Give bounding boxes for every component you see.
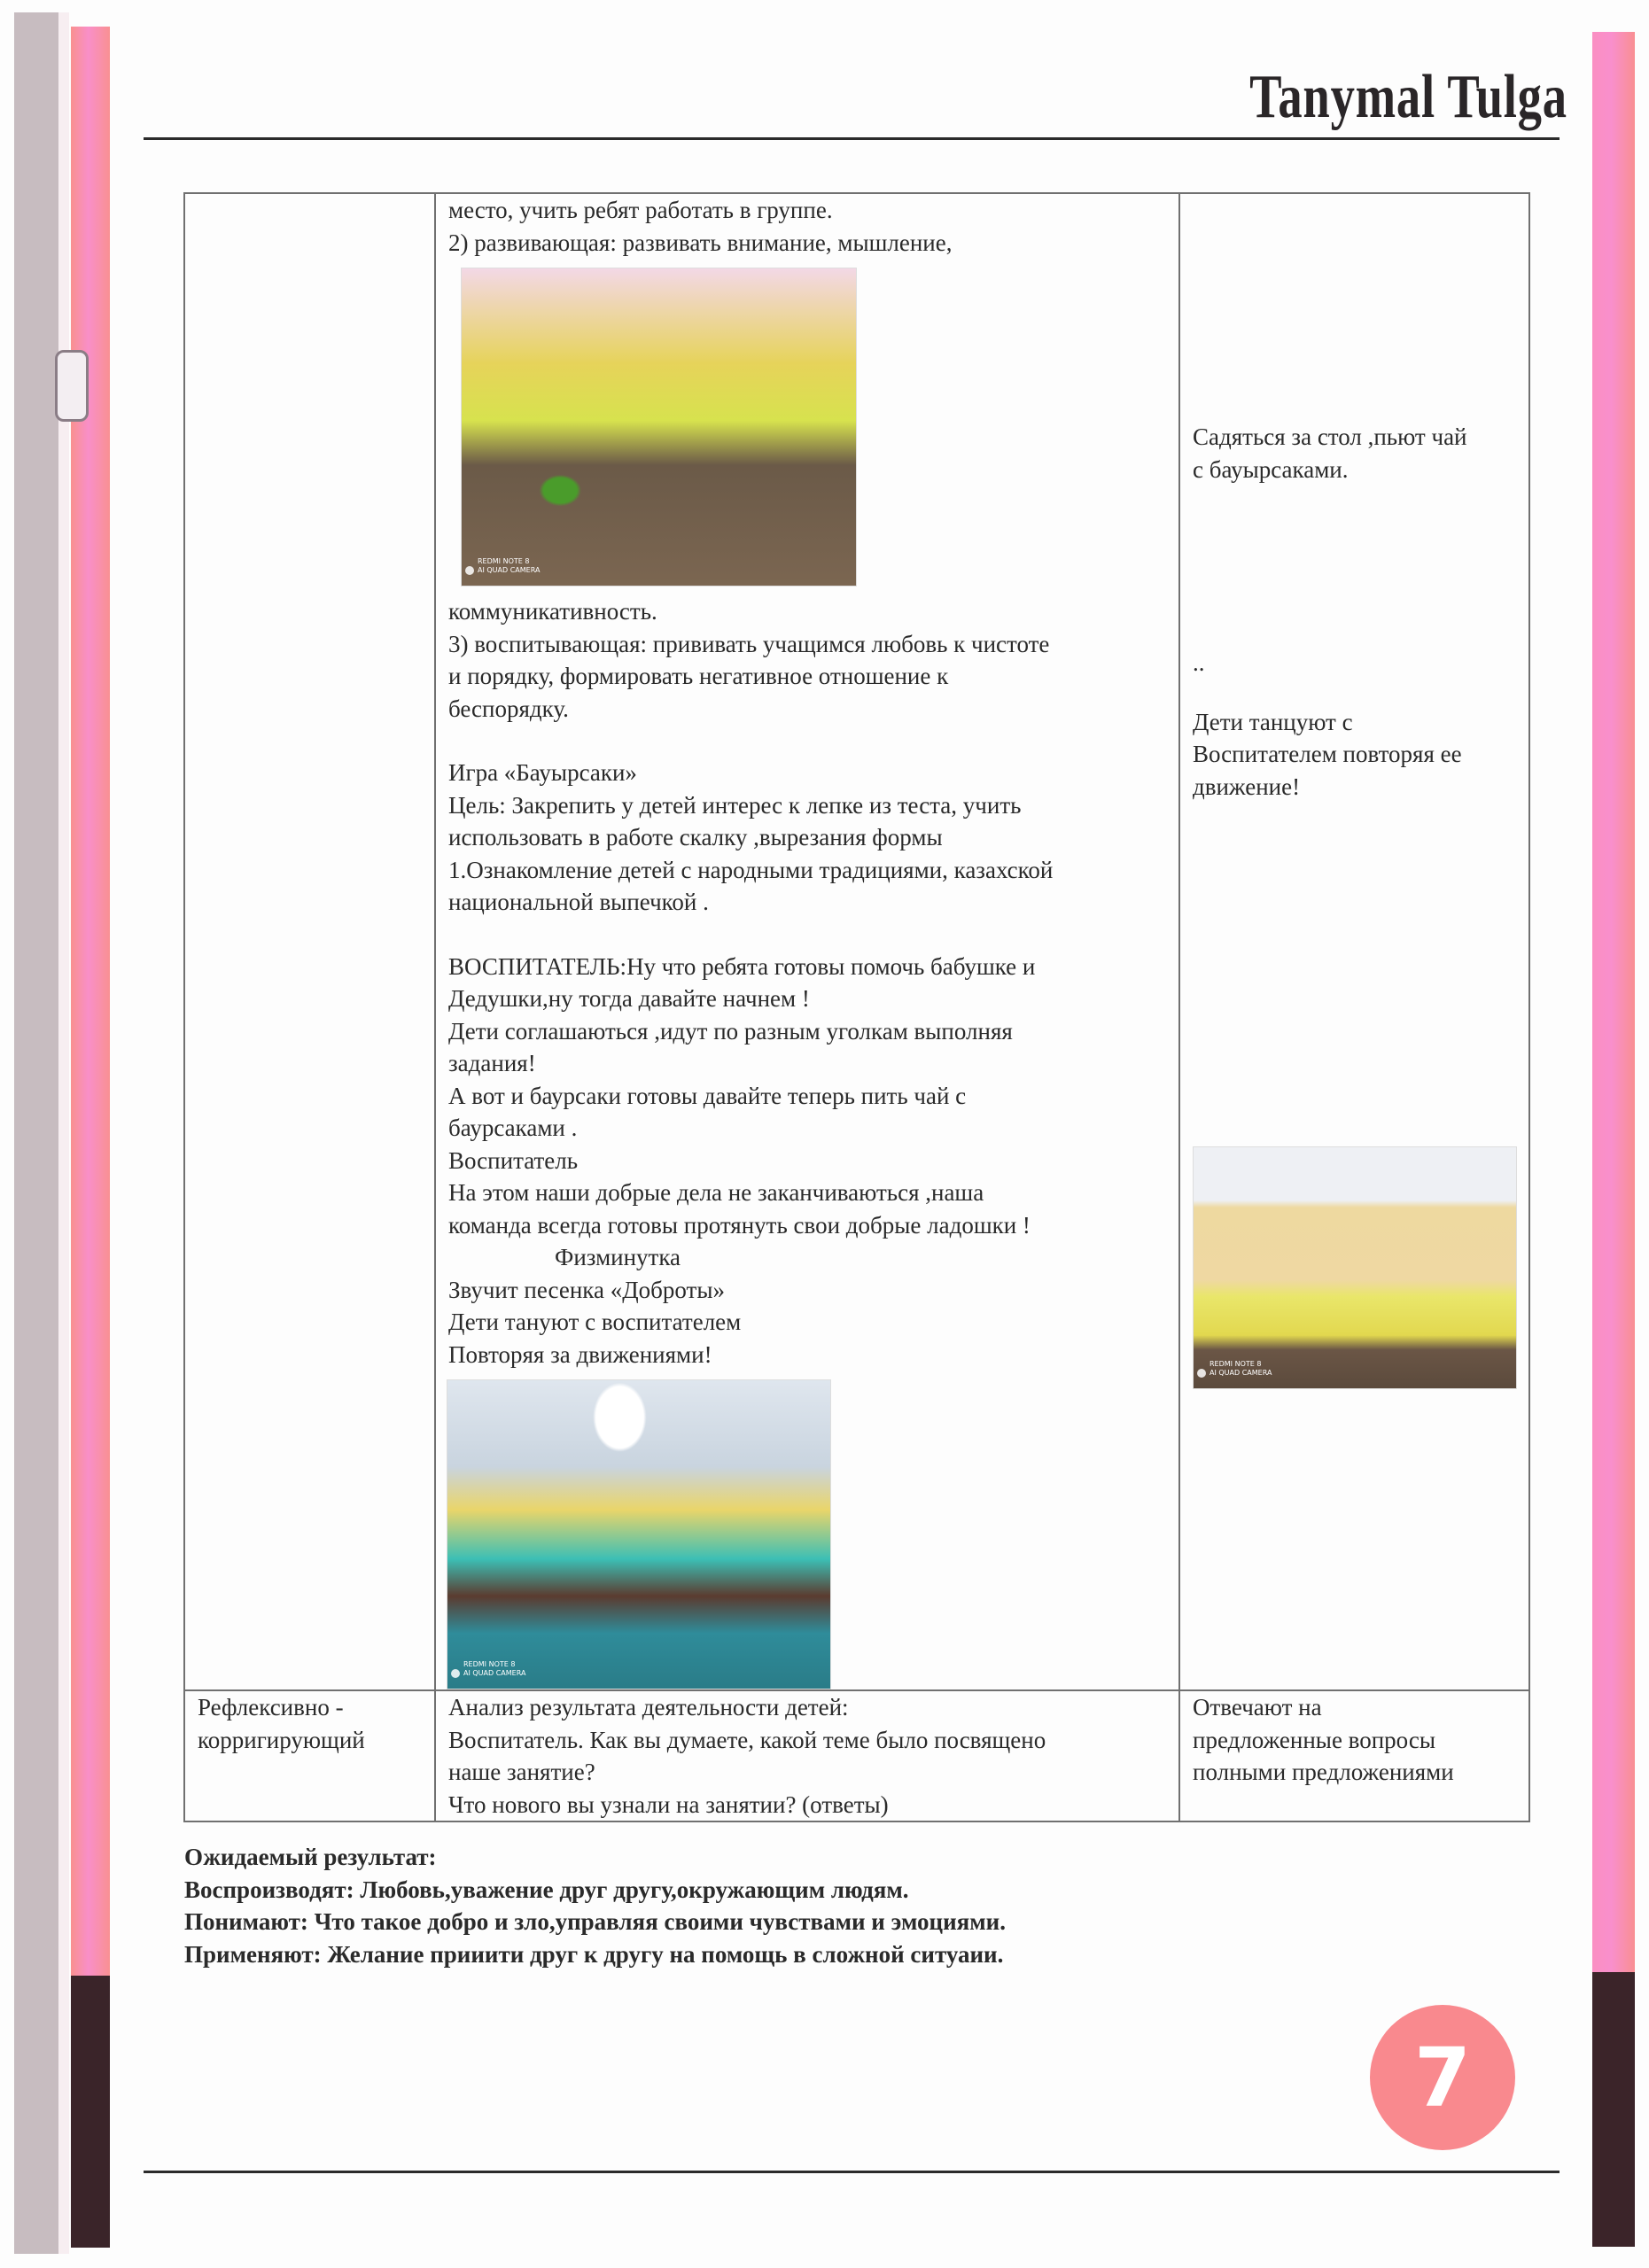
text-line: 3) воспитывающая: прививать учащимся любовь к чистоте bbox=[448, 630, 1050, 657]
stage-name: Рефлексивно - bbox=[198, 1694, 344, 1720]
photo-watermark: REDMI NOTE 8 AI QUAD CAMERA bbox=[478, 557, 541, 574]
footer-rule bbox=[144, 2171, 1560, 2173]
expected-result-section bbox=[184, 1841, 1006, 1970]
expected-result-line: Понимают: Что такое добро и зло,управляя своими чувствами и эмоциями. bbox=[184, 1908, 1006, 1935]
text-line: А вот и баурсаки готовы давайте теперь пить чай с bbox=[448, 1082, 967, 1109]
photo-messy-corner bbox=[461, 268, 857, 586]
photo-watermark: REDMI NOTE 8 AI QUAD CAMERA bbox=[1210, 1360, 1272, 1377]
binding-strip bbox=[14, 12, 58, 2254]
text-line: Цель: Закрепить у детей интерес к лепке из теста, учить bbox=[448, 791, 1022, 819]
text-line: место, учить ребят работать в группе. bbox=[448, 197, 833, 223]
text-line: Дети соглашаються ,идут по разным уголкам выполняя bbox=[448, 1017, 1013, 1045]
text-line: Дети танцуют с bbox=[1193, 708, 1353, 735]
text-line: и порядку, формировать негативное отношение к bbox=[448, 663, 949, 689]
photo-baking-table bbox=[1193, 1146, 1517, 1389]
text-line: наше занятие? bbox=[448, 1759, 595, 1785]
text-line: Дедушки,ну тогда давайте начнем ! bbox=[448, 985, 810, 1012]
expected-result-title: Ожидаемый результат: bbox=[184, 1844, 437, 1870]
text-line: использовать в работе скалку ,вырезания формы bbox=[448, 824, 943, 850]
text-line: Анализ результата деятельности детей: bbox=[448, 1694, 849, 1720]
text-line: беспорядку. bbox=[448, 695, 569, 722]
staple-icon bbox=[55, 350, 89, 422]
text-line: национальной выпечкой . bbox=[448, 889, 709, 915]
stage-cell bbox=[184, 193, 435, 1690]
header-rule bbox=[144, 137, 1560, 140]
text-line: движение! bbox=[1193, 773, 1301, 800]
fizminutka-heading: Физминутка bbox=[555, 1244, 681, 1270]
page-number-badge bbox=[1370, 2005, 1515, 2150]
camera-watermark-icon bbox=[451, 1669, 460, 1678]
stage-name: корригирующий bbox=[198, 1726, 365, 1753]
text-line: баурсаками . bbox=[448, 1115, 578, 1141]
teacher-activity-cell bbox=[435, 1690, 1179, 1821]
text-line: Повторяя за движениями! bbox=[448, 1340, 712, 1368]
left-dark-bar bbox=[71, 1976, 110, 2248]
text-line: Что нового вы узнали на занятии? (ответы) bbox=[448, 1790, 889, 1818]
text-line: На этом наши добрые дела не заканчиваються ,наша bbox=[448, 1179, 984, 1206]
text-line: Отвечают на bbox=[1193, 1694, 1322, 1720]
text-line: задания! bbox=[448, 1050, 536, 1076]
text-line: предложенные вопросы bbox=[1193, 1726, 1435, 1753]
right-dark-bar bbox=[1592, 1972, 1635, 2247]
table-row bbox=[184, 193, 1529, 1690]
text-line: Воспитателем повторяя ее bbox=[1193, 741, 1462, 767]
text-line: 2) развивающая: развивать внимание, мышление, bbox=[448, 229, 953, 256]
camera-watermark-icon bbox=[1197, 1369, 1206, 1378]
teacher-activity-cell bbox=[435, 193, 1179, 1690]
camera-watermark-icon bbox=[465, 566, 474, 575]
children-activity-cell bbox=[1179, 1690, 1529, 1821]
text-line: коммуникативность. bbox=[448, 598, 657, 625]
table-row bbox=[184, 1690, 1529, 1821]
text-line: Воспитатель. Как вы думаете, какой теме было посвящено bbox=[448, 1726, 1046, 1753]
lesson-plan-table bbox=[183, 192, 1530, 1822]
expected-result-line: Воспроизводят: Любовь,уважение друг другу,окружающим людям. bbox=[184, 1876, 909, 1903]
text-line: 1.Ознакомление детей с народными традициями, казахской bbox=[448, 856, 1054, 883]
text-line: .. bbox=[1193, 649, 1205, 676]
children-activity-cell bbox=[1179, 193, 1529, 1690]
text-line: Звучит песенка «Доброты» bbox=[448, 1276, 725, 1303]
text-line: команда всегда готовы протянуть свои добрые ладошки ! bbox=[448, 1211, 1031, 1239]
text-line: с бауырсаками. bbox=[1193, 455, 1349, 483]
expected-result-line: Применяют: Желание прииити друг к другу на помощь в сложной ситуаии. bbox=[184, 1940, 1004, 1968]
right-pink-bar bbox=[1592, 32, 1635, 1972]
game-title: Игра «Бауырсаки» bbox=[448, 759, 637, 786]
text-line: ВОСПИТАТЕЛЬ:Ну что ребята готовы помочь бабушке и bbox=[448, 952, 1036, 980]
stage-cell bbox=[184, 1690, 435, 1821]
photo-watermark: REDMI NOTE 8 AI QUAD CAMERA bbox=[463, 1660, 526, 1677]
magazine-brand: Tanymal Tulga bbox=[1249, 63, 1567, 131]
text-line: Садяться за стол ,пьют чай bbox=[1193, 423, 1467, 450]
photo-group-room bbox=[447, 1379, 831, 1689]
page-number: 7 bbox=[1413, 2030, 1471, 2125]
binding-gap bbox=[58, 12, 69, 2254]
left-pink-bar bbox=[71, 27, 110, 1976]
text-line: Дети тануют с воспитателем bbox=[448, 1309, 742, 1335]
text-line: полными предложениями bbox=[1193, 1759, 1454, 1785]
text-line: Воспитатель bbox=[448, 1146, 579, 1174]
